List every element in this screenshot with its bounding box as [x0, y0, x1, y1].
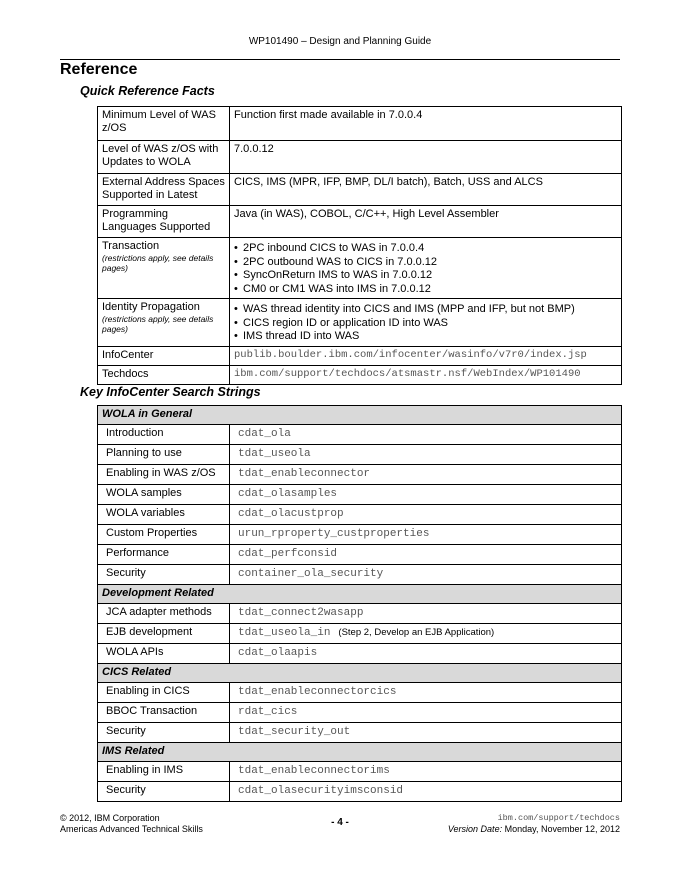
- header-divider: [60, 59, 620, 60]
- table-row: [98, 782, 622, 802]
- search-string: urun_rproperty_custproperties: [238, 528, 430, 540]
- search-string-cell: [230, 683, 622, 703]
- search-string-cell: [230, 703, 622, 723]
- search-string: cdat_olasamples: [238, 488, 338, 500]
- table-row: [98, 346, 622, 365]
- table-row: [98, 723, 622, 743]
- page-number: - 4 -: [331, 817, 349, 828]
- search-topic: WOLA samples: [98, 485, 230, 505]
- row-label: External Address Spaces Supported in Latest: [98, 174, 230, 206]
- table-row: [98, 238, 622, 299]
- table-row: [98, 206, 622, 238]
- quick-reference-table: [97, 106, 622, 385]
- list-item: • 2PC outbound WAS to CICS in 7.0.0.12: [234, 256, 617, 270]
- table-row: [98, 624, 622, 644]
- search-topic: EJB development: [98, 624, 230, 644]
- footer-url[interactable]: ibm.com/support/techdocs: [497, 813, 620, 823]
- search-string: tdat_enableconnectorcics: [238, 686, 397, 698]
- search-topic: Security: [98, 723, 230, 743]
- search-topic: JCA adapter methods: [98, 604, 230, 624]
- key-search-title: Key InfoCenter Search Strings: [80, 385, 261, 399]
- footer-right: [448, 813, 620, 835]
- list-item: • WAS thread identity into CICS and IMS (MPP and IFP, but not BMP): [234, 303, 617, 317]
- group-header: IMS Related: [98, 743, 622, 762]
- search-string-cell: [230, 624, 622, 644]
- search-string-cell: [230, 525, 622, 545]
- search-string: tdat_security_out: [238, 726, 351, 738]
- search-topic: Enabling in IMS: [98, 762, 230, 782]
- group-header: Development Related: [98, 585, 622, 604]
- search-string-cell: [230, 762, 622, 782]
- table-row: [98, 485, 622, 505]
- search-topic: WOLA variables: [98, 505, 230, 525]
- key-search-body: [98, 406, 622, 802]
- list-item: • CM0 or CM1 WAS into IMS in 7.0.0.12: [234, 283, 617, 297]
- search-topic: Enabling in CICS: [98, 683, 230, 703]
- search-string-cell: [230, 545, 622, 565]
- search-string-cell: [230, 604, 622, 624]
- table-row: [98, 644, 622, 664]
- table-row: [98, 703, 622, 723]
- row-label: Techdocs: [98, 365, 230, 384]
- table-row: [98, 525, 622, 545]
- search-string: cdat_olasecurityimsconsid: [238, 785, 404, 797]
- search-topic: Security: [98, 565, 230, 585]
- row-label: Identity Propagation: [102, 301, 200, 313]
- row-value: Function first made available in 7.0.0.4: [230, 107, 622, 141]
- table-row: [98, 604, 622, 624]
- search-string-cell: [230, 505, 622, 525]
- search-topic: Introduction: [98, 425, 230, 445]
- page-header: WP101490 – Design and Planning Guide: [248, 36, 432, 47]
- search-topic: Security: [98, 782, 230, 802]
- row-label: Minimum Level of WAS z/OS: [98, 107, 230, 141]
- search-string: tdat_enableconnector: [238, 468, 371, 480]
- organization: Americas Advanced Technical Skills: [60, 824, 203, 834]
- section-title: Reference: [60, 61, 138, 78]
- identity-list: [234, 303, 617, 344]
- transaction-cell: [98, 238, 230, 299]
- table-row: [98, 505, 622, 525]
- row-value: CICS, IMS (MPR, IFP, BMP, DL/I batch), Batch, USS and ALCS: [230, 174, 622, 206]
- search-string: tdat_useola_in: [238, 627, 331, 639]
- search-string: cdat_olacustprop: [238, 508, 344, 520]
- search-string: tdat_enableconnectorims: [238, 765, 390, 777]
- search-string-cell: [230, 723, 622, 743]
- search-string-cell: [230, 465, 622, 485]
- group-header-row: [98, 743, 622, 762]
- list-item: • 2PC inbound CICS to WAS in 7.0.0.4: [234, 242, 617, 256]
- search-string-cell: [230, 485, 622, 505]
- row-label: Level of WAS z/OS with Updates to WOLA: [98, 141, 230, 174]
- table-row: [98, 141, 622, 174]
- table-row: [98, 425, 622, 445]
- search-string-cell: [230, 644, 622, 664]
- search-string: tdat_useola: [238, 448, 311, 460]
- group-header-row: [98, 406, 622, 425]
- techdocs-link[interactable]: ibm.com/support/techdocs/atsmastr.nsf/WebIndex/WP101490: [230, 365, 622, 384]
- transaction-list: [234, 242, 617, 296]
- table-row: [98, 174, 622, 206]
- search-string: cdat_olaapis: [238, 647, 318, 659]
- search-note: (Step 2, Develop an EJB Application): [338, 627, 495, 638]
- search-string-cell: [230, 782, 622, 802]
- row-value: 7.0.0.12: [230, 141, 622, 174]
- table-row: [98, 445, 622, 465]
- search-topic: Performance: [98, 545, 230, 565]
- search-topic: Custom Properties: [98, 525, 230, 545]
- group-header: CICS Related: [98, 664, 622, 683]
- search-topic: WOLA APIs: [98, 644, 230, 664]
- version-date: Monday, November 12, 2012: [504, 824, 620, 834]
- table-row: [98, 545, 622, 565]
- key-search-table: [97, 405, 622, 802]
- search-string: cdat_ola: [238, 428, 291, 440]
- search-string-cell: [230, 425, 622, 445]
- identity-cell: [98, 299, 230, 347]
- list-item: • IMS thread ID into WAS: [234, 330, 617, 344]
- version-line: [448, 824, 620, 835]
- search-string: tdat_connect2wasapp: [238, 607, 364, 619]
- table-row: [98, 762, 622, 782]
- search-string-cell: [230, 445, 622, 465]
- list-item: • CICS region ID or application ID into WAS: [234, 317, 617, 331]
- quick-reference-title: Quick Reference Facts: [80, 84, 215, 98]
- search-string: container_ola_security: [238, 568, 384, 580]
- list-item: • SyncOnReturn IMS to WAS in 7.0.0.12: [234, 269, 617, 283]
- group-header: WOLA in General: [98, 406, 622, 425]
- infocenter-link[interactable]: publib.boulder.ibm.com/infocenter/wasinfo/v7r0/index.jsp: [230, 346, 622, 365]
- row-label: Transaction: [102, 240, 160, 252]
- search-topic: Enabling in WAS z/OS: [98, 465, 230, 485]
- table-row: [98, 299, 622, 347]
- row-note: (restrictions apply, see details pages): [102, 314, 214, 334]
- row-label: InfoCenter: [98, 346, 230, 365]
- search-string-cell: [230, 565, 622, 585]
- version-label: Version Date:: [447, 824, 503, 834]
- table-row: [98, 683, 622, 703]
- copyright: © 2012, IBM Corporation: [60, 813, 160, 823]
- search-string: rdat_cics: [238, 706, 298, 718]
- identity-list-cell: [230, 299, 622, 347]
- search-topic: BBOC Transaction: [98, 703, 230, 723]
- row-note: (restrictions apply, see details pages): [102, 253, 214, 273]
- table-row: [98, 565, 622, 585]
- search-string: cdat_perfconsid: [238, 548, 338, 560]
- group-header-row: [98, 585, 622, 604]
- table-row: [98, 365, 622, 384]
- row-label: Programming Languages Supported: [98, 206, 230, 238]
- table-row: [98, 465, 622, 485]
- group-header-row: [98, 664, 622, 683]
- row-value: Java (in WAS), COBOL, C/C++, High Level Assembler: [230, 206, 622, 238]
- search-topic: Planning to use: [98, 445, 230, 465]
- transaction-list-cell: [230, 238, 622, 299]
- table-row: [98, 107, 622, 141]
